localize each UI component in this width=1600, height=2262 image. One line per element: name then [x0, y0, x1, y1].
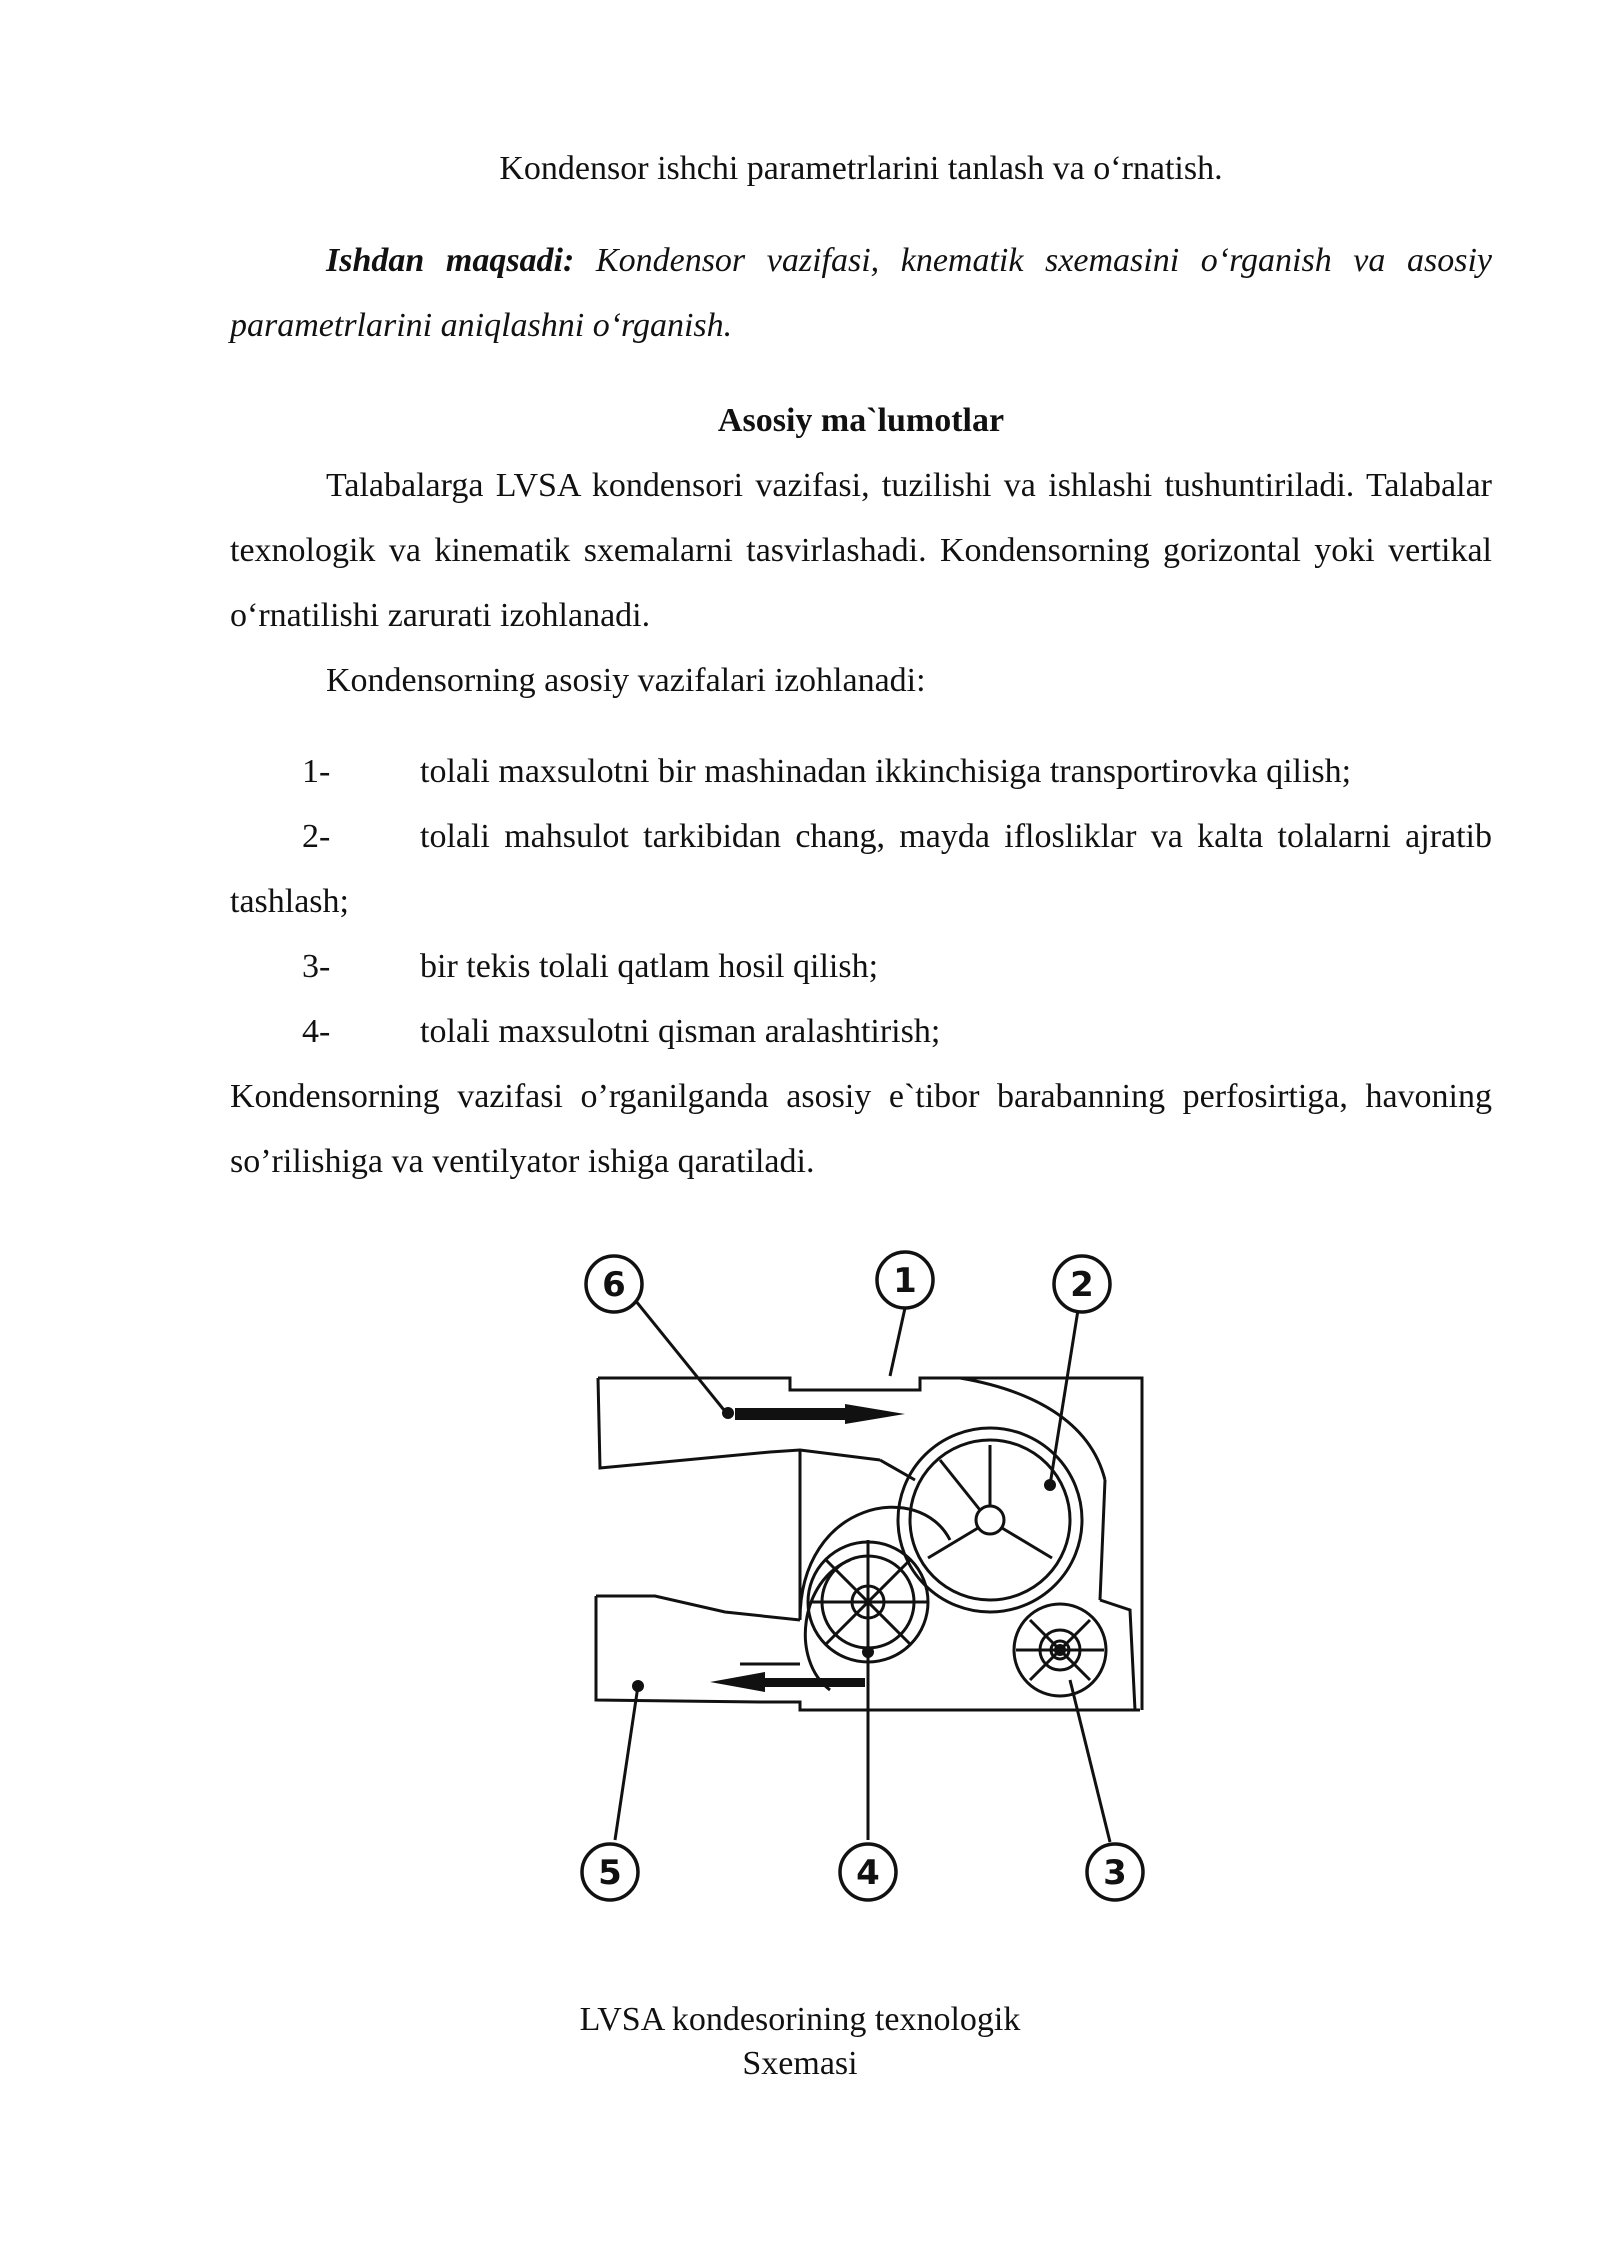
goal-lead: Ishdan maqsadi:: [326, 242, 575, 279]
intro-paragraph: Talabalarga LVSA kondensori vazifasi, tuzilishi va ishlashi tushuntiriladi. Talabalar texnologik va kinematik sxemalarni tasvirlashadi. Kondensorning gorizontal yoki vertikal o‘rnatilishi zarurati izohlanadi.: [230, 467, 1492, 634]
condenser-diagram: [560, 1240, 1180, 1960]
callout-5: 5: [598, 1853, 622, 1893]
list-item-text: tolali maxsulotni qisman aralashtirish;: [420, 1013, 941, 1050]
list-item: [230, 999, 1492, 1064]
callout-3: 3: [1103, 1853, 1127, 1893]
list-item-text: bir tekis tolali qatlam hosil qilish;: [420, 948, 879, 985]
closing-paragraph: Kondensorning vazifasi o’rganilganda asosiy e`tibor barabanning perfosirtiga, havoning so’rilishiga va ventilyator ishiga qaratiladi.: [230, 1078, 1492, 1180]
callout-4: 4: [856, 1853, 880, 1893]
figure-caption: [0, 1998, 1600, 2086]
list-item-number: 3-: [302, 948, 331, 985]
list-item: [230, 804, 1492, 934]
list-item: [230, 739, 1492, 804]
section-heading: Asosiy ma`lumotlar: [717, 402, 1005, 439]
functions-intro: Kondensorning asosiy vazifalari izohlanadi:: [326, 662, 926, 699]
list-item: [230, 934, 1492, 999]
goal-paragraph: [230, 228, 1492, 358]
functions-list: [230, 739, 1492, 1064]
document-title: Kondensor ishchi parametrlarini tanlash va o‘rnatish.: [499, 150, 1223, 187]
list-item-text: tolali mahsulot tarkibidan chang, mayda iflosliklar va kalta tolalarni ajratib tashlash;: [230, 818, 1492, 920]
goal-text: Kondensor vazifasi, knematik sxemasini o‘rganish va asosiy parametrlarini aniqlashni o‘rganish.: [230, 242, 1492, 344]
list-item-number: 2-: [302, 818, 331, 855]
list-item-text: tolali maxsulotni bir mashinadan ikkinchisiga transportirovka qilish;: [420, 753, 1352, 790]
callout-1: 1: [893, 1261, 917, 1301]
document-page: [230, 150, 1492, 1194]
condenser-schematic: [560, 1240, 1180, 1960]
callout-2: 2: [1070, 1265, 1094, 1305]
list-item-number: 4-: [302, 1013, 331, 1050]
caption-line-2: Sxemasi: [742, 2045, 858, 2082]
callout-6: 6: [602, 1265, 626, 1305]
caption-line-1: LVSA kondesorining texnologik: [579, 2001, 1021, 2038]
list-item-number: 1-: [302, 753, 331, 790]
